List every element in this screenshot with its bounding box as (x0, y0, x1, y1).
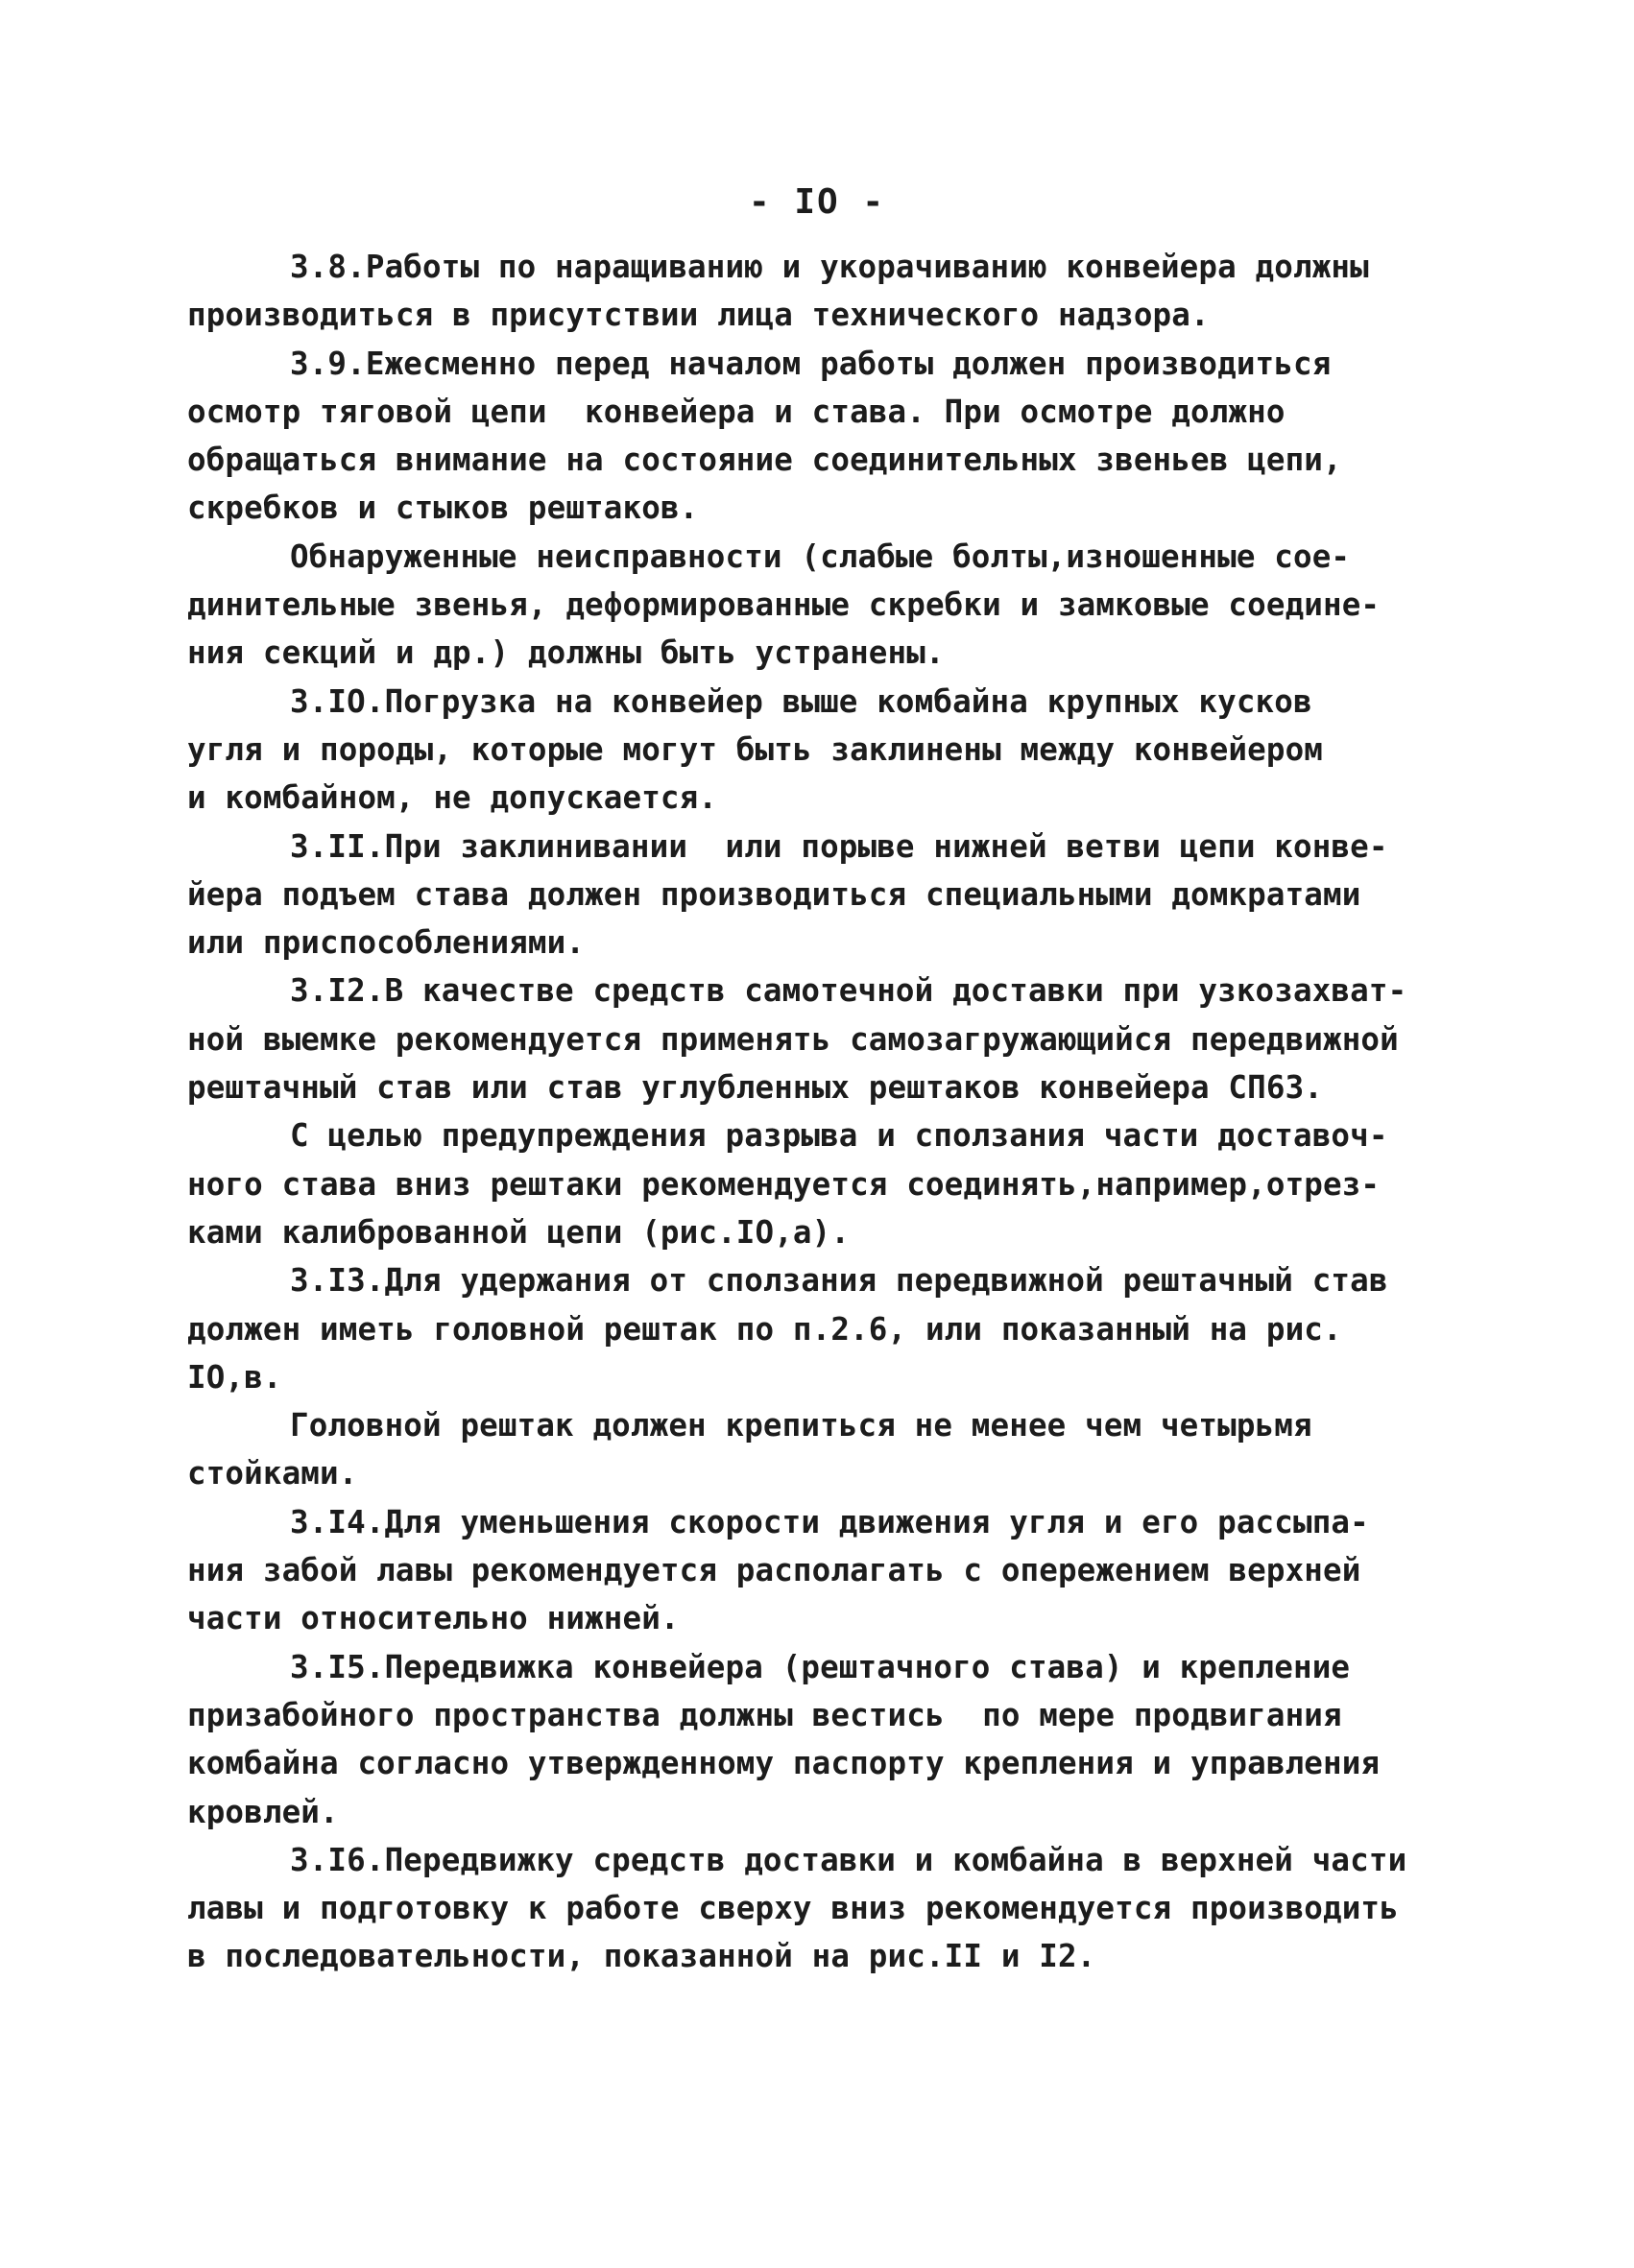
text-line: 3.8.Работы по наращиванию и укорачиванию конвейера должны (290, 249, 1369, 285)
text-line: или приспособлениями. (187, 924, 586, 962)
text-line: йера подъем става должен производиться специальными домкратами (187, 875, 1361, 913)
text-line: 3.9.Ежесменно перед началом работы должен производиться (290, 345, 1332, 382)
text-line: IO,в. (187, 1358, 282, 1396)
text-line: динительные звенья, деформированные скребки и замковые соедине- (187, 586, 1381, 624)
text-line: ками калиброванной цепи (рис.IO,а). (187, 1213, 851, 1251)
text-line: скребков и стыков рештаков. (187, 489, 699, 527)
text-line: части относительно нижней. (187, 1600, 680, 1637)
text-line: ния забой лавы рекомендуется располагать с опережением верхней (187, 1552, 1361, 1589)
text-line: стойками. (187, 1455, 358, 1492)
text-line: 3.I4.Для уменьшения скорости движения угля и его рассыпа- (290, 1503, 1369, 1540)
text-line: комбайна согласно утвержденному паспорту крепления и управления (187, 1745, 1381, 1782)
text-line: призабойного пространства должны вестись по мере продвигания (187, 1696, 1342, 1733)
text-line: Обнаруженные неисправности (слабые болты,изношенные сое- (290, 537, 1351, 575)
text-line: Головной рештак должен крепиться не менее чем четырьмя (290, 1407, 1312, 1444)
text-line: ной выемке рекомендуется применять самозагружающийся передвижной (187, 1020, 1399, 1058)
text-line: ного става вниз рештаки рекомендуется соединять,например,отрез- (187, 1165, 1381, 1203)
text-line: кровлей. (187, 1793, 339, 1830)
text-line: лавы и подготовку к работе сверху вниз рекомендуется производить (187, 1890, 1399, 1927)
text-line: обращаться внимание на состояние соединительных звеньев цепи, (187, 442, 1342, 479)
text-line: должен иметь головной рештак по п.2.6, или показанный на рис. (187, 1310, 1342, 1348)
text-line: 3.I6.Передвижку средств доставки и комбайна в верхней части (290, 1841, 1407, 1878)
text-line: рештачный став или став углубленных рештаков конвейера СП63. (187, 1069, 1323, 1107)
text-line: угля и породы, которые могут быть заклинены между конвейером (187, 730, 1323, 768)
text-line: 3.I2.В качестве средств самотечной доставки при узкозахват- (290, 972, 1407, 1010)
text-line: ния секций и др.) должны быть устранены. (187, 634, 945, 672)
text-line: и комбайном, не допускается. (187, 779, 718, 817)
text-line: 3.IO.Погрузка на конвейер выше комбайна крупных кусков (290, 682, 1312, 720)
text-body (187, 243, 1474, 1981)
text-line: 3.II.При заклинивании или порыве нижней ветви цепи конве- (290, 827, 1388, 865)
text-line: С целью предупреждения разрыва и сползания части доставоч- (290, 1117, 1388, 1155)
page-number: - IO - (748, 182, 886, 222)
text-line: в последовательности, показанной на рис.II и I2. (187, 1938, 1096, 1975)
text-line: осмотр тяговой цепи конвейера и става. При осмотре должно (187, 393, 1286, 430)
text-line: 3.I5.Передвижка конвейера (рештачного става) и крепление (290, 1648, 1351, 1685)
text-line: производиться в присутствии лица технического надзора. (187, 297, 1210, 334)
text-line: 3.I3.Для удержания от сползания передвижной рештачный став (290, 1262, 1388, 1300)
